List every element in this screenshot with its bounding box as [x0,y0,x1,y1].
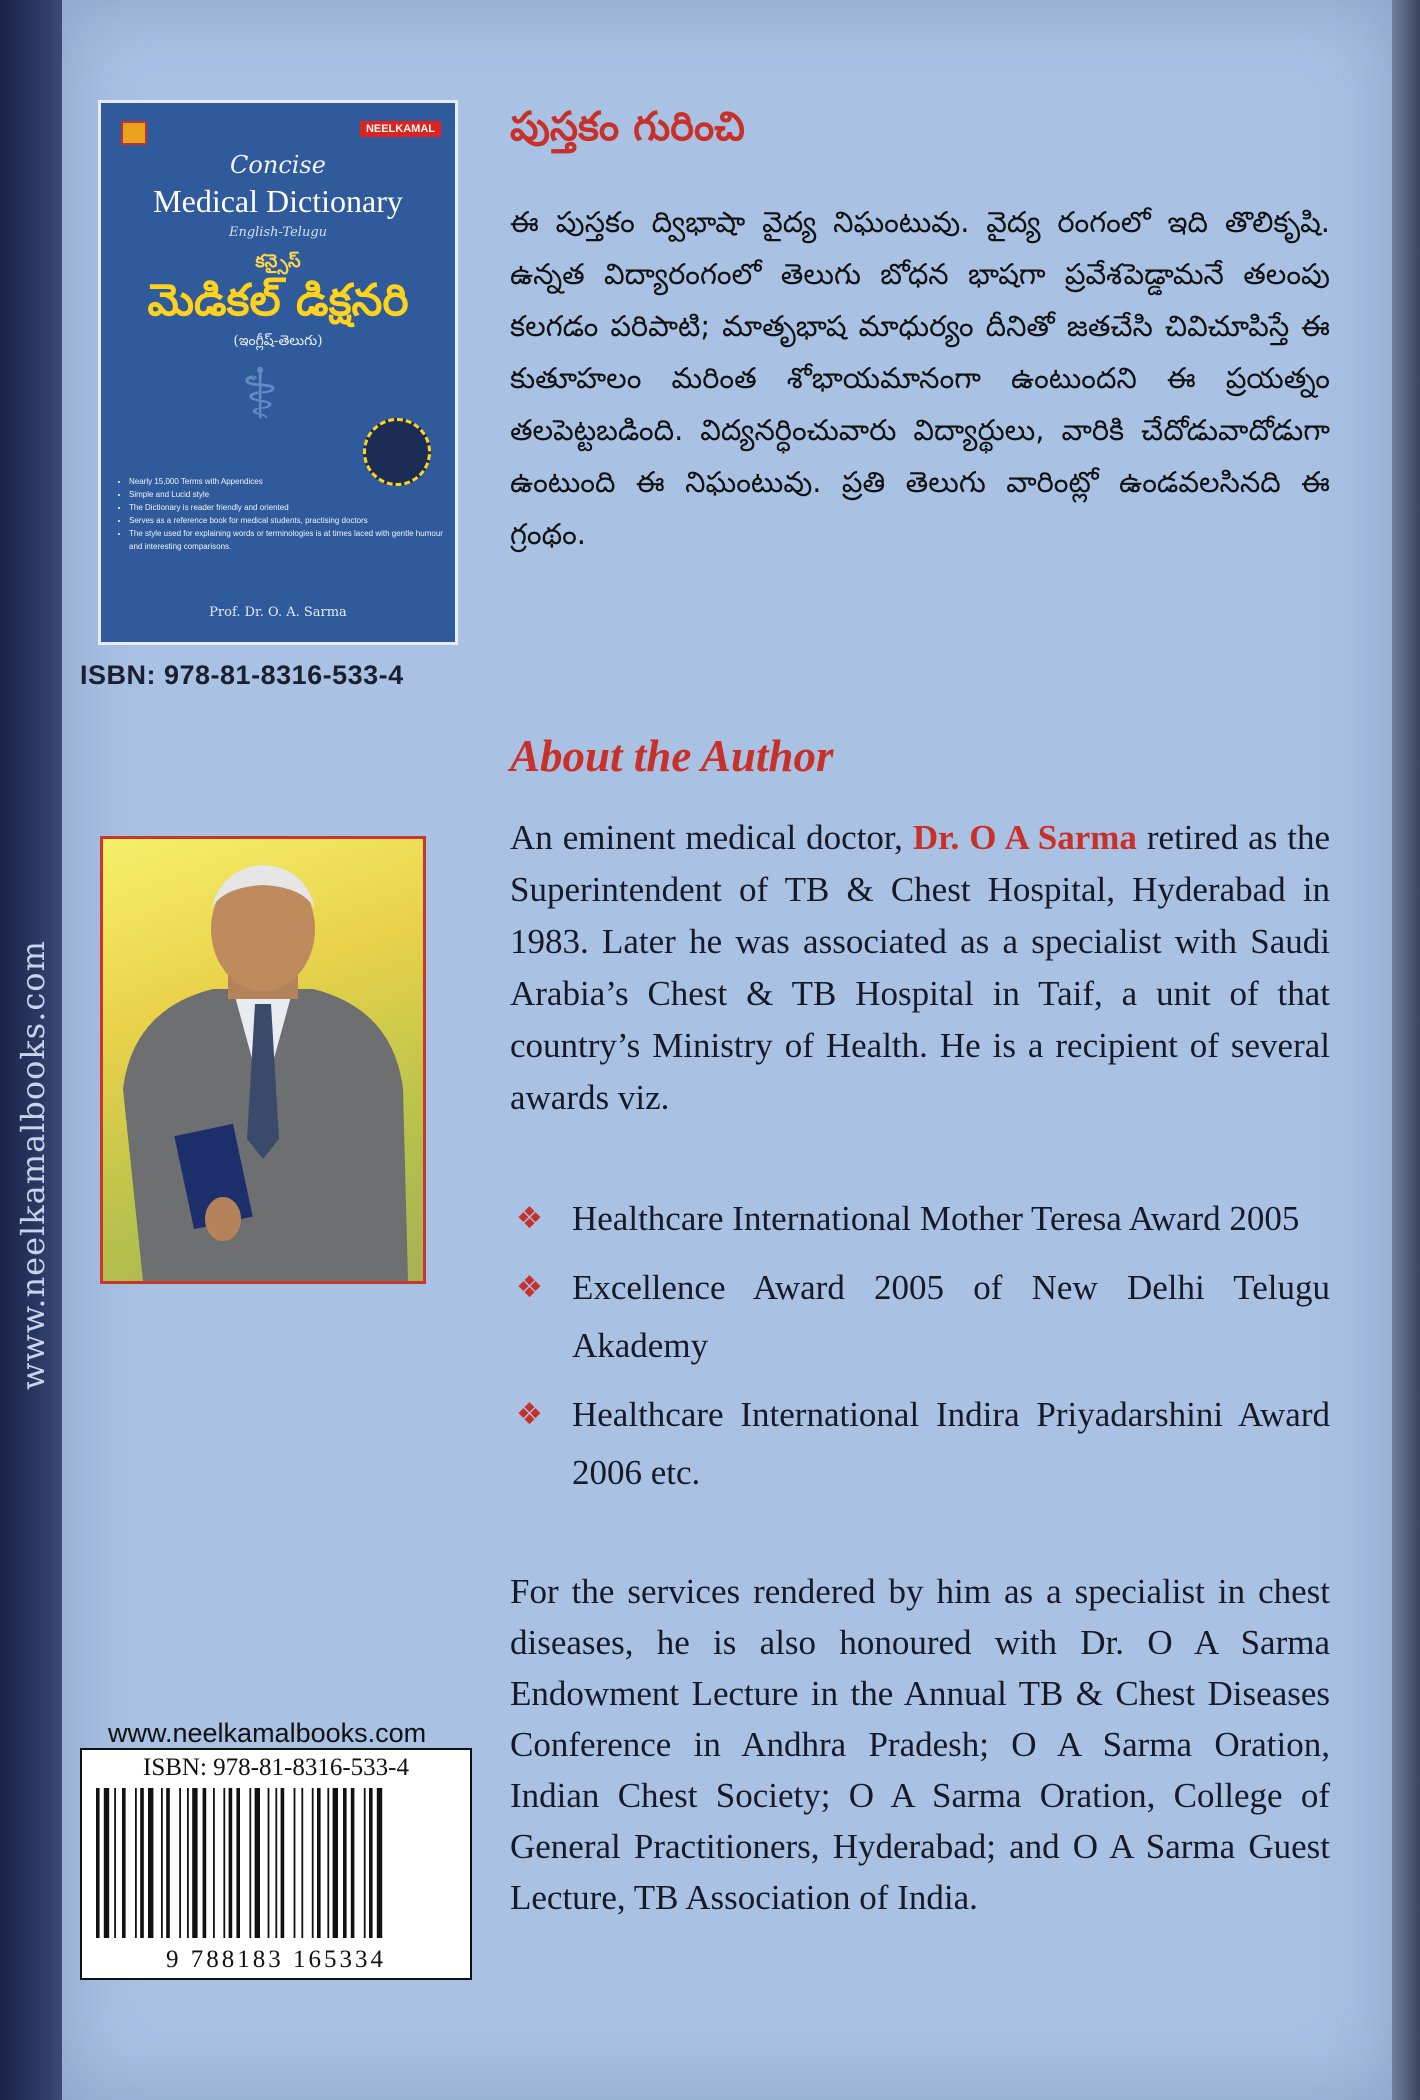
author-photo [100,836,426,1284]
book-author: Prof. Dr. O. A. Sarma [209,605,347,620]
author-name: Dr. O A Sarma [912,818,1137,857]
about-author-bio: retired as the Superintendent of TB & Chest Hospital, Hyderabad in 1983. Later he was associated as a specialist with Saudi Arabia’s Chest & TB Hospital in Taif, a unit of that country’s Ministry of Health. He is a recipient of several awards viz. [510,818,1331,1117]
diamond-cluster-icon: ❖ [516,1397,543,1432]
award-text: Healthcare International Mother Teresa Award 2005 [572,1199,1300,1238]
book-feature: • The style used for explaining words or terminologies is at times laced with gentle humour and interesting comparisons. [129,527,445,553]
about-author-intro: An eminent medical doctor, [510,818,903,857]
honours-text: For the services rendered by him as a specialist in chest diseases, he is also honoured with Dr. O A Sarma Endowment Lecture in the Annual TB & Chest Diseases Conference in Andhra Pradesh; O A Sarma Oration, Indian Chest Society; O A Sarma Oration, College of General Practitioners, Hyderabad; and O A Sarma Guest Lecture, TB Association of India. [510,1572,1330,1917]
book-telugu-title: మెడికల్ డిక్షనరి [147,275,409,326]
barcode-block [80,1748,472,1980]
about-author-text [510,812,1330,1124]
award-text: Healthcare International Indira Priyadarshini Award 2006 etc. [572,1395,1330,1492]
award-item [510,1259,1330,1375]
book-feature: • The Dictionary is reader friendly and oriented [129,501,445,514]
about-book-text: ఈ పుస్తకం ద్విభాషా వైద్య నిఘంటువు. వైద్య రంగంలో ఇది తొలికృషి. ఉన్నత విద్యారంగంలో తెలుగు బోధన భాషగా ప్రవేశపెడ్డామనే తలంపు కలగడం పరిపాటి; మాతృభాష మాధుర్యం దీనితో జతచేసి చివిచూపిస్తే ఈ కుతూహలం మరింత శోభాయమానంగా ఉంటుందని ఈ ప్రయత్నం తలపెట్టబడింది. విద్యనర్ధించువారు విద్యార్థులు, వారికి చేదోడువాదోడుగా ఉంటుంది ఈ నిఘంటువు. ప్రతి తెలుగు వారింట్లో ఉండవలసినది ఈ గ్రంథం. [510,205,1330,551]
book-telugu-subtitle: (ఇంగ్లీష్-తెలుగు) [233,333,323,349]
book-spine [0,0,62,2100]
book-features [115,475,445,553]
book-feature: • Simple and Lucid style [129,488,445,501]
award-text: Excellence Award 2005 of New Delhi Telugu Akademy [572,1268,1330,1365]
diamond-cluster-icon: ❖ [516,1201,543,1236]
about-book-heading: పుస్తకం గురించి [510,104,745,150]
cover-edge [1392,0,1420,2100]
book-title: Medical Dictionary [153,183,403,219]
barcode-isbn: ISBN: 978-81-8316-533-4 [143,1754,409,1781]
caduceus-icon: ⚕ [241,353,279,435]
about-author-heading: About the Author [510,731,834,781]
barcode-url: www.neelkamalbooks.com [108,1718,427,1748]
award-item [510,1190,1330,1248]
book-feature: • Serves as a reference book for medical students, practising doctors [129,514,445,527]
publisher-logo-icon [121,121,147,145]
barcode-digits: 9 788183 165334 [166,1946,386,1973]
book-telugu-line1: కన్సైస్ [255,251,301,272]
book-thumbnail [98,100,458,645]
book-subtitle: English-Telugu [228,225,328,240]
award-item [510,1386,1330,1502]
barcode-bars [92,1788,462,1938]
spine-url: www.neelkamalbooks.com [14,940,52,1390]
publisher-name: NEELKAMAL [360,121,441,137]
book-feature: • Nearly 15,000 Terms with Appendices [129,475,445,488]
isbn-label: ISBN: 978-81-8316-533-4 [80,660,404,690]
author-portrait-illustration [103,839,423,1281]
awards-list [510,1190,1330,1513]
book-line1: Concise [230,151,326,179]
diamond-cluster-icon: ❖ [516,1270,543,1305]
